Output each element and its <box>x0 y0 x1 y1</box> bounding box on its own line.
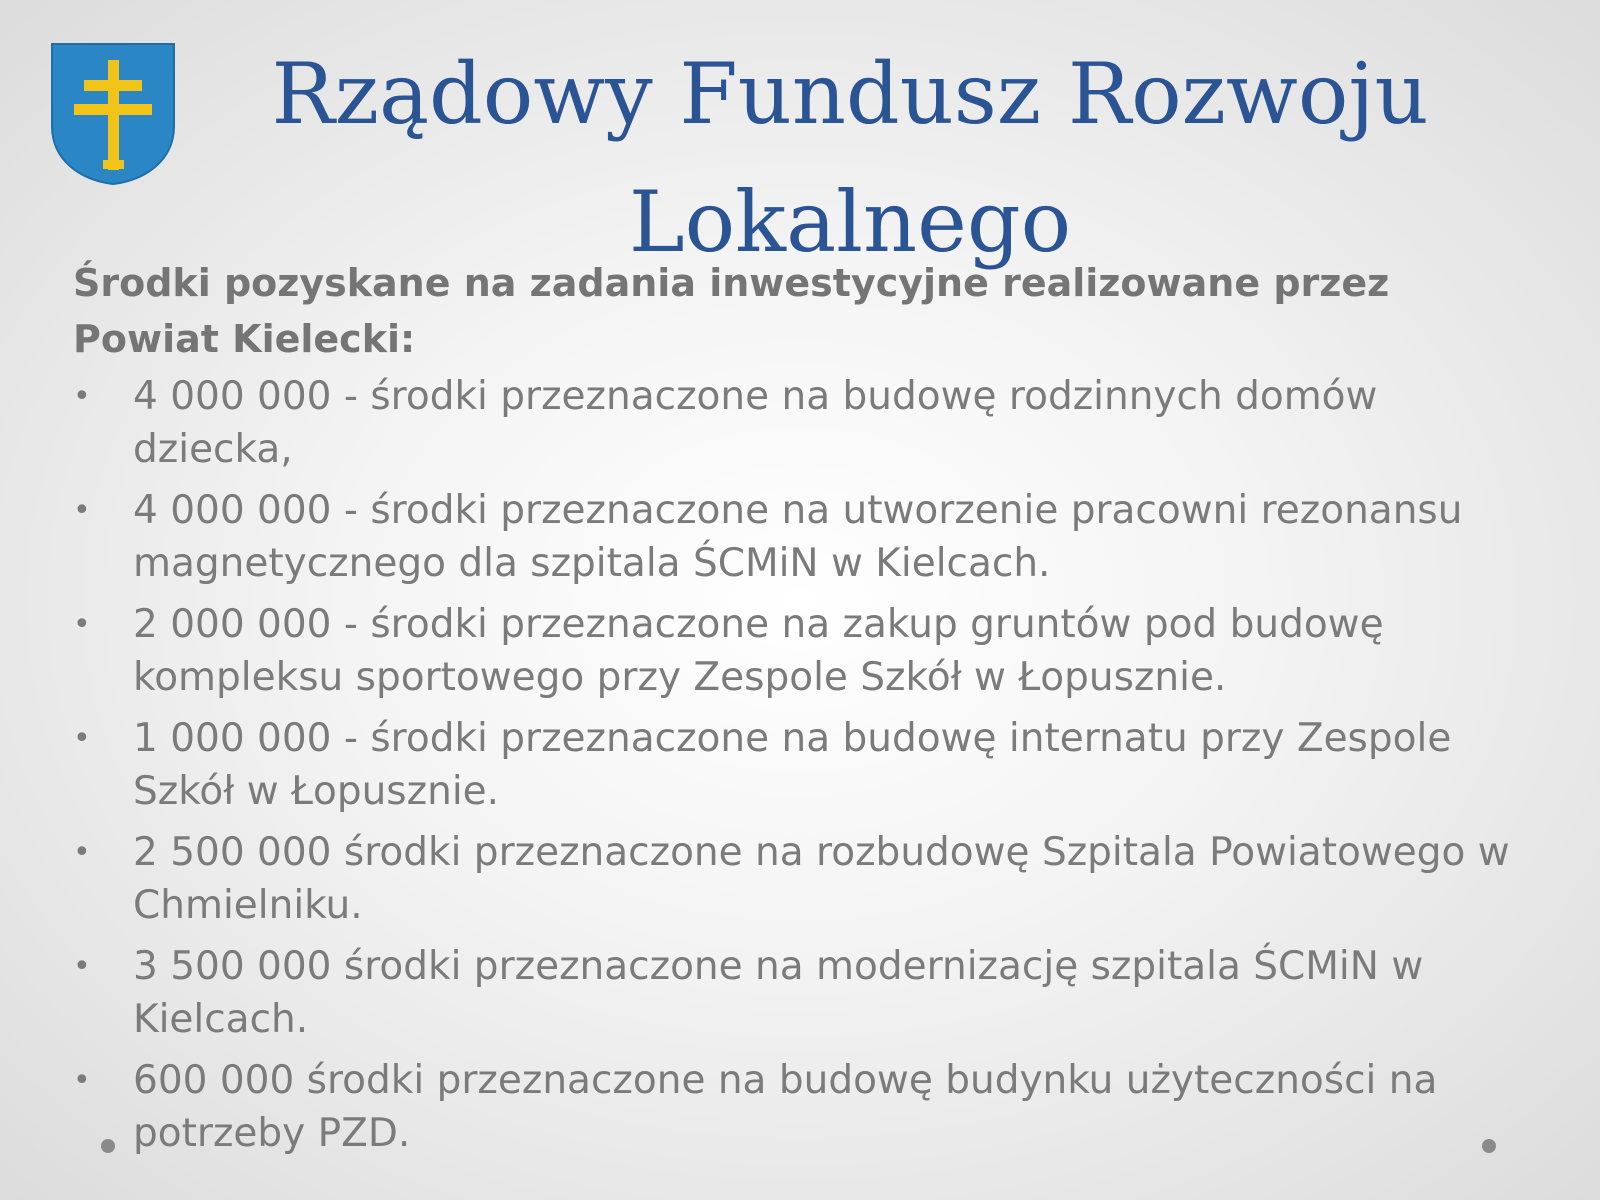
list-item <box>73 370 1543 476</box>
bullet-icon: • <box>73 1063 91 1098</box>
list-item-text: 2 000 000 - środki przeznaczone na zakup gruntów pod budowę kompleksu sportowego przy Zespole Szkół w Łopusznie. <box>133 602 1384 700</box>
list-item <box>73 712 1543 818</box>
funding-list <box>73 370 1543 1168</box>
bullet-icon: • <box>73 835 91 870</box>
list-item-text: 4 000 000 - środki przeznaczone na utworzenie pracowni rezonansu magnetycznego dla szpitala ŚCMiN w Kielcach. <box>133 488 1463 586</box>
list-item-text: 600 000 środki przeznaczone na budowę budynku użyteczności na potrzeby PZD. <box>133 1058 1438 1156</box>
decorative-dot-right <box>1482 1139 1496 1153</box>
bullet-icon: • <box>73 493 91 528</box>
bullet-icon: • <box>73 379 91 414</box>
list-item-text: 3 500 000 środki przeznaczone na modernizację szpitala ŚCMiN w Kielcach. <box>133 944 1424 1042</box>
list-item <box>73 826 1543 932</box>
bullet-icon: • <box>73 607 91 642</box>
slide-title: Rządowy Fundusz Rozwoju Lokalnego <box>271 45 1429 271</box>
list-item <box>73 1054 1543 1160</box>
list-item <box>73 484 1543 590</box>
list-item <box>73 940 1543 1046</box>
list-item-text: 1 000 000 - środki przeznaczone na budowę internatu przy Zespole Szkół w Łopusznie. <box>133 716 1452 814</box>
list-item <box>73 598 1543 704</box>
coat-of-arms-icon <box>50 42 176 186</box>
slide-subtitle: Środki pozyskane na zadania inwestycyjne realizowane przez Powiat Kielecki: <box>73 261 1390 361</box>
list-item-text: 2 500 000 środki przeznaczone na rozbudowę Szpitala Powiatowego w Chmielniku. <box>133 830 1510 928</box>
bullet-icon: • <box>73 721 91 756</box>
decorative-dot-left <box>101 1139 115 1153</box>
bullet-icon: • <box>73 949 91 984</box>
list-item-text: 4 000 000 - środki przeznaczone na budowę rodzinnych domów dziecka, <box>133 374 1378 472</box>
